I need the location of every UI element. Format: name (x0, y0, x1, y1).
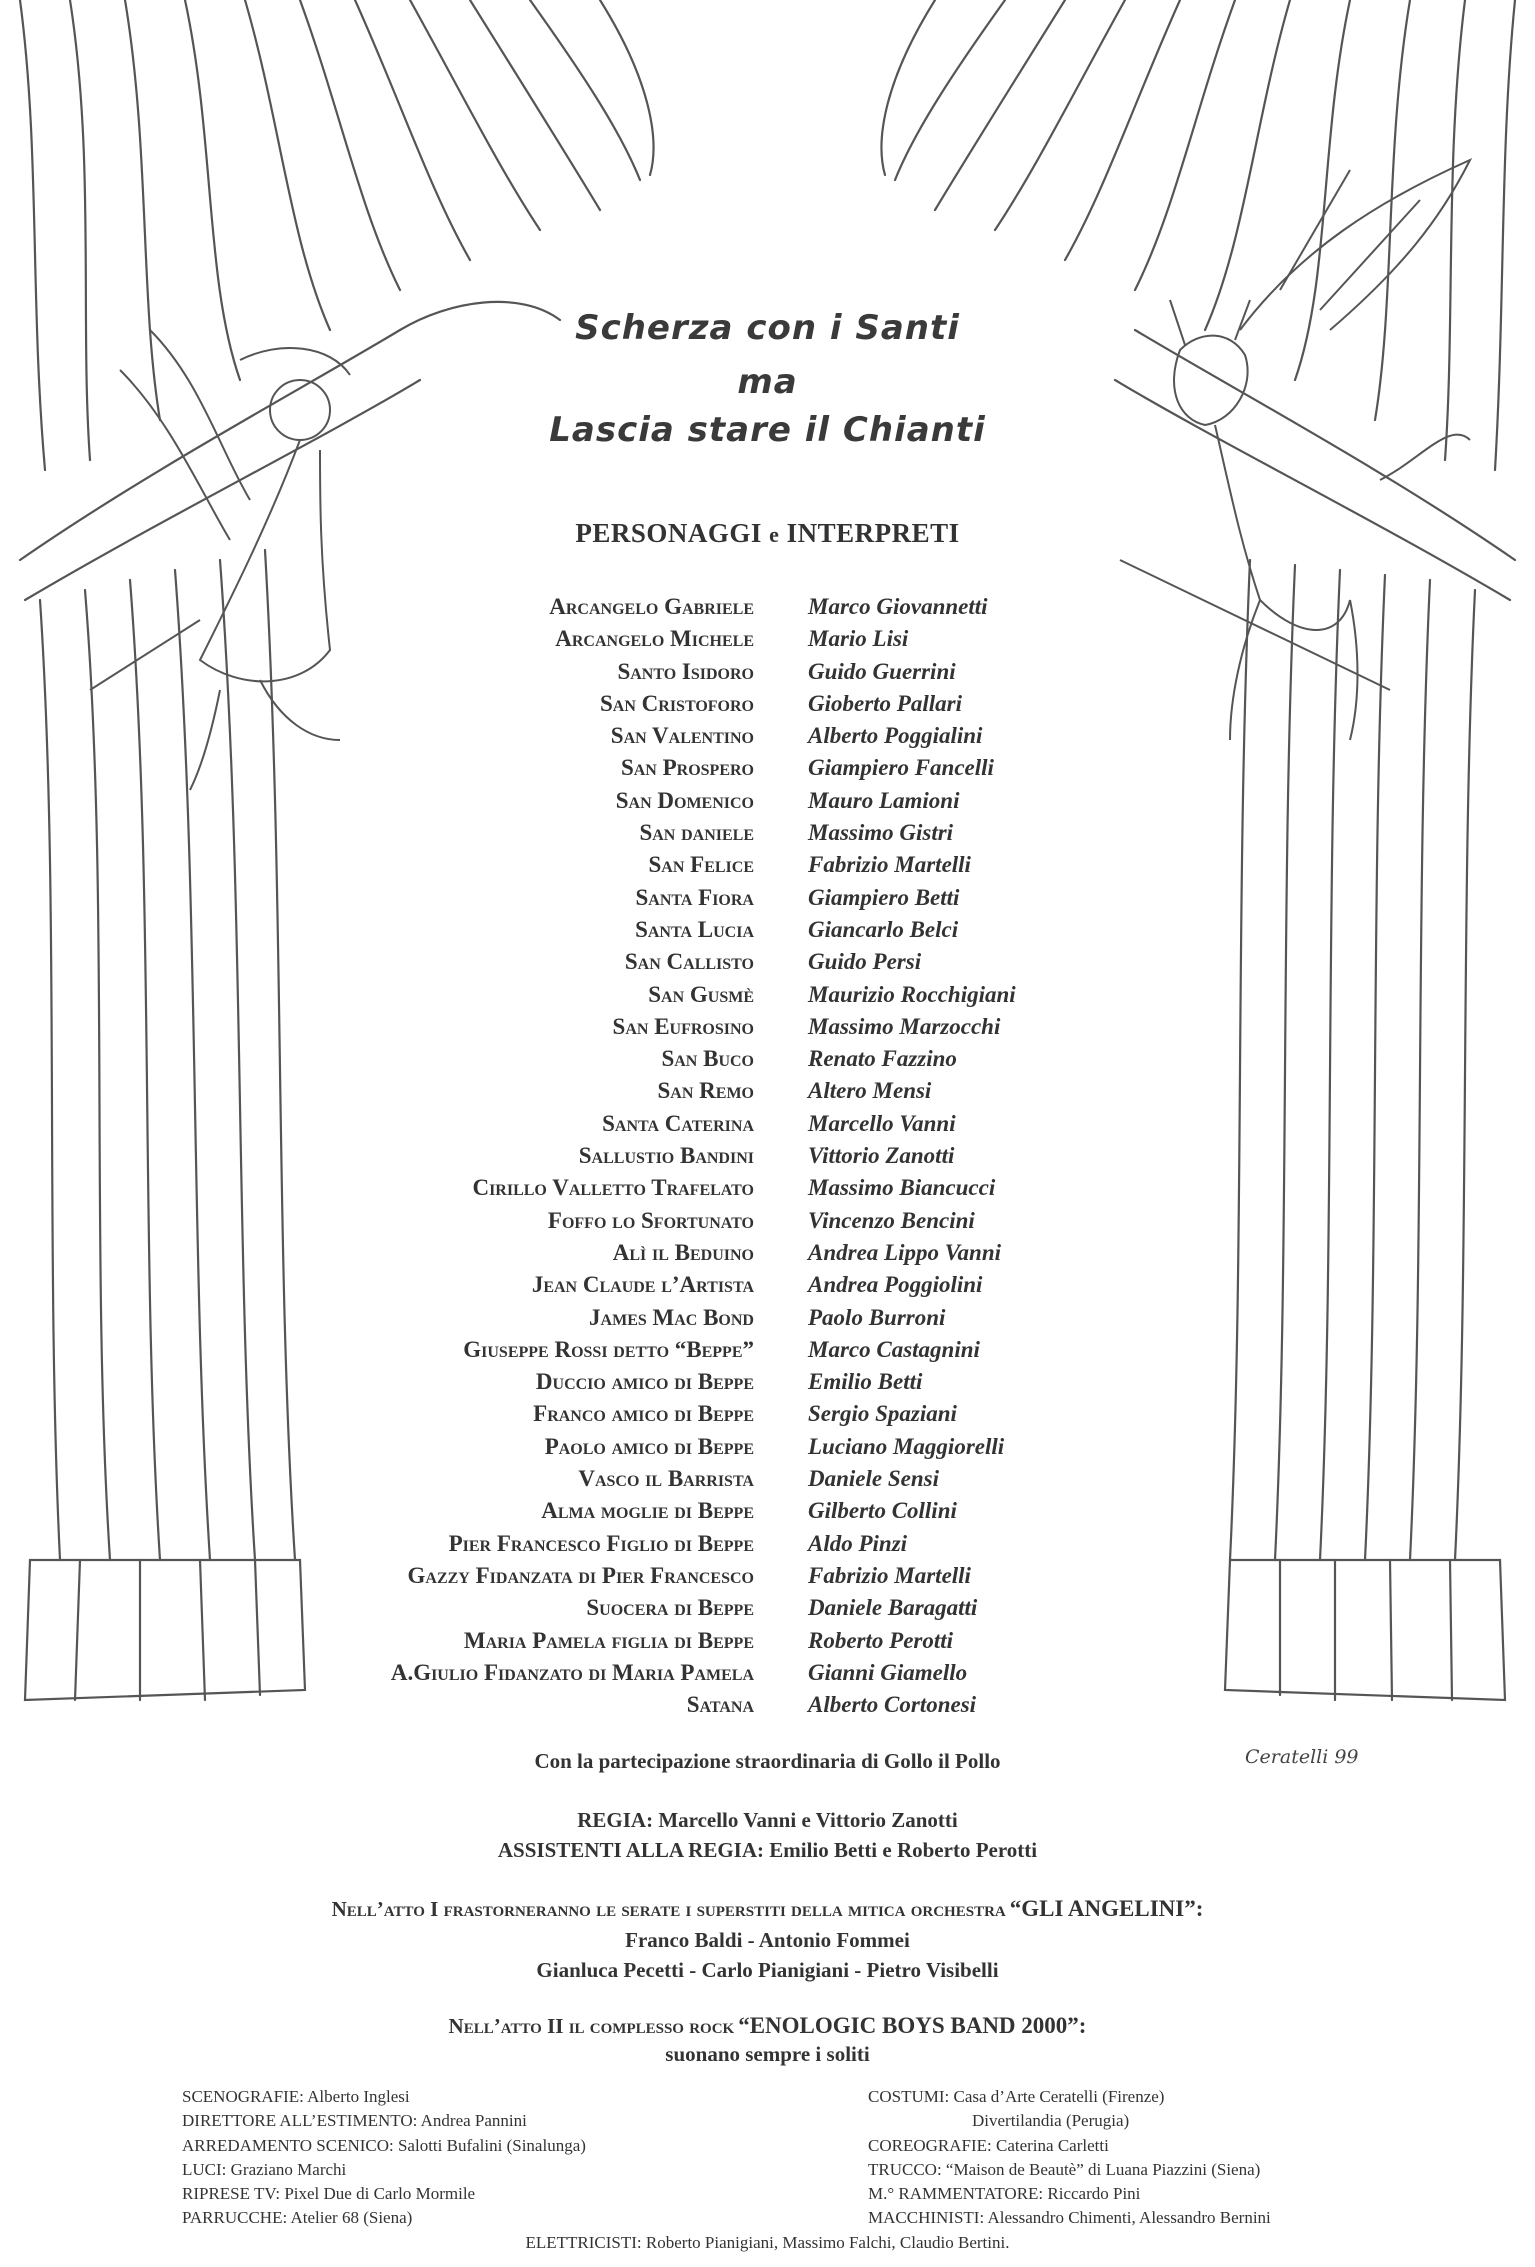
character-name: Alì il Beduino (612, 1239, 754, 1265)
actor-name: Andrea Lippo Vanni (808, 1239, 1001, 1265)
actor-name: Alberto Poggialini (808, 723, 983, 749)
cast-row (0, 626, 1535, 658)
actor-name: Emilio Betti (808, 1369, 923, 1395)
cast-heading (0, 518, 1535, 549)
credit-line: M.° RAMMENTATORE: Riccardo Pini (868, 2184, 1141, 2204)
special-participation: Con la partecipazione straordinaria di Gollo il Pollo (534, 1749, 1001, 1773)
actor-name: Guido Guerrini (808, 658, 956, 684)
character-name: Alma moglie di Beppe (541, 1498, 754, 1524)
character-name: Santa Lucia (635, 916, 754, 942)
act-two-note: suonano sempre i soliti (665, 2042, 870, 2066)
cast-row (0, 1240, 1535, 1272)
character-name: San Cristoforo (600, 690, 754, 716)
actor-name: Giancarlo Belci (808, 916, 959, 942)
character-name: Gazzy Fidanzata di Pier Francesco (407, 1562, 754, 1588)
act-two-band: “ENOLOGIC BOYS BAND 2000”: (738, 2013, 1087, 2038)
actor-name: Vittorio Zanotti (808, 1143, 955, 1169)
cast-row (0, 1208, 1535, 1240)
cast-row (0, 1434, 1535, 1466)
actor-name: Paolo Burroni (808, 1304, 946, 1330)
cast-row (0, 723, 1535, 755)
character-name: Foffo lo Sfortunato (547, 1207, 754, 1233)
character-name: Sallustio Bandini (578, 1143, 754, 1169)
character-name: Vasco il Barrista (578, 1466, 754, 1492)
actor-name: Marco Castagnini (808, 1336, 980, 1362)
character-name: San Domenico (615, 787, 754, 813)
credit-line: ARREDAMENTO SCENICO: Salotti Bufalini (Sinalunga) (182, 2135, 586, 2155)
cast-row (0, 1014, 1535, 1046)
cast-heading-mid: e (769, 522, 780, 547)
character-name: Franco amico di Beppe (533, 1401, 754, 1427)
actor-name: Guido Persi (808, 949, 922, 975)
act-two-intro (0, 2013, 1535, 2039)
credit-line: PARRUCCHE: Atelier 68 (Siena) (182, 2208, 413, 2228)
play-title-line-1: Scherza con i Santi (575, 308, 960, 348)
actor-name: Mauro Lamioni (808, 787, 960, 813)
actor-name: Fabrizio Martelli (808, 852, 971, 878)
act-two-text: Nell’atto II il complesso rock (448, 2014, 735, 2038)
actor-name: Aldo Pinzi (808, 1530, 908, 1556)
character-name: Paolo amico di Beppe (544, 1433, 754, 1459)
character-name: Pier Francesco Figlio di Beppe (448, 1530, 754, 1556)
character-name: San Prospero (620, 755, 754, 781)
cast-heading-left: PERSONAGGI (575, 518, 762, 548)
cast-row (0, 1498, 1535, 1530)
credit-line: LUCI: Graziano Marchi (182, 2159, 347, 2179)
artist-signature: Ceratelli 99 (1245, 1746, 1359, 1768)
actor-name: Gioberto Pallari (808, 690, 962, 716)
character-name: Arcangelo Michele (555, 626, 754, 652)
actor-name: Gilberto Collini (808, 1498, 957, 1524)
actor-name: Alberto Cortonesi (808, 1692, 977, 1718)
credit-line: RIPRESE TV: Pixel Due di Carlo Mormile (182, 2184, 476, 2204)
cast-row (0, 1563, 1535, 1595)
character-name: Santa Fiora (635, 884, 754, 910)
credit-line: COREOGRAFIE: Caterina Carletti (868, 2135, 1109, 2155)
act-one-text: Nell’atto I frastorneranno le serate i superstiti della mitica orchestra (331, 1897, 1006, 1921)
cast-row (0, 1531, 1535, 1563)
cast-row (0, 1660, 1535, 1692)
credit-line: TRUCCO: “Maison de Beautè” di Luana Piazzini (Siena) (868, 2159, 1261, 2179)
cast-row (0, 1369, 1535, 1401)
actor-name: Marcello Vanni (808, 1110, 956, 1136)
actor-name: Sergio Spaziani (808, 1401, 957, 1427)
cast-row (0, 1046, 1535, 1078)
actor-name: Altero Mensi (808, 1078, 932, 1104)
character-name: San Callisto (624, 949, 754, 975)
character-name: Arcangelo Gabriele (549, 594, 754, 619)
credit-line: COSTUMI: Casa d’Arte Ceratelli (Firenze) (868, 2087, 1165, 2106)
electricians-credit: ELETTRICISTI: Roberto Pianigiani, Massimo Falchi, Claudio Bertini. (525, 2233, 1010, 2252)
cast-row (0, 982, 1535, 1014)
cast-row (0, 755, 1535, 787)
direction-credit: REGIA: Marcello Vanni e Vittorio Zanotti (577, 1808, 958, 1832)
cast-heading-right: INTERPRETI (786, 518, 960, 548)
character-name: Giuseppe Rossi detto “Beppe” (463, 1336, 754, 1362)
character-name: Jean Claude l’Artista (531, 1272, 754, 1298)
character-name: Maria Pamela figlia di Beppe (463, 1627, 754, 1653)
act-one-band: “GLI ANGELINI”: (1009, 1896, 1204, 1921)
character-name: Duccio amico di Beppe (535, 1369, 754, 1395)
credit-line: SCENOGRAFIE: Alberto Inglesi (182, 2087, 410, 2106)
actor-name: Gianni Giamello (808, 1659, 968, 1685)
credits-left-column (182, 2085, 586, 2231)
actor-name: Fabrizio Martelli (808, 1562, 971, 1588)
cast-row (0, 1143, 1535, 1175)
actor-name: Daniele Baragatti (808, 1595, 978, 1621)
cast-row (0, 1272, 1535, 1304)
cast-row (0, 1337, 1535, 1369)
actor-name: Giampiero Betti (808, 884, 960, 910)
character-name: Santo Isidoro (617, 658, 754, 684)
credit-line: MACCHINISTI: Alessandro Chimenti, Alessandro Bernini (868, 2208, 1271, 2228)
actor-name: Andrea Poggiolini (808, 1272, 983, 1298)
cast-row (0, 788, 1535, 820)
character-name: Satana (686, 1692, 754, 1718)
actor-name: Luciano Maggiorelli (808, 1433, 1005, 1459)
character-name: Santa Caterina (602, 1110, 754, 1136)
credits-right-column (868, 2085, 1271, 2231)
character-name: San Eufrosino (612, 1013, 754, 1039)
cast-row (0, 659, 1535, 691)
cast-row (0, 1628, 1535, 1660)
character-name: James Mac Bond (589, 1304, 754, 1330)
act-one-musicians-1: Franco Baldi - Antonio Fommei (625, 1928, 910, 1952)
cast-row (0, 1401, 1535, 1433)
actor-name: Marco Giovannetti (808, 594, 988, 619)
character-name: A.Giulio Fidanzato di Maria Pamela (390, 1659, 754, 1685)
actor-name: Vincenzo Bencini (808, 1207, 975, 1233)
credit-line: Divertilandia (Perugia) (972, 2111, 1130, 2131)
cast-row (0, 1595, 1535, 1627)
credit-line: DIRETTORE ALL’ESTIMENTO: Andrea Pannini (182, 2111, 527, 2131)
cast-row (0, 820, 1535, 852)
actor-name: Daniele Sensi (808, 1466, 939, 1492)
actor-name: Mario Lisi (808, 626, 909, 652)
cast-row (0, 1175, 1535, 1207)
cast-row (0, 949, 1535, 981)
act-one-musicians-2: Gianluca Pecetti - Carlo Pianigiani - Pietro Visibelli (536, 1958, 999, 1982)
character-name: San Buco (661, 1046, 754, 1072)
actor-name: Maurizio Rocchigiani (808, 981, 1016, 1007)
actor-name: Massimo Marzocchi (808, 1013, 1001, 1039)
play-title-line-3: Lascia stare il Chianti (549, 410, 986, 450)
cast-row (0, 885, 1535, 917)
actor-name: Renato Fazzino (808, 1046, 957, 1072)
actor-name: Massimo Gistri (808, 820, 954, 846)
actor-name: Massimo Biancucci (808, 1175, 996, 1201)
cast-row (0, 594, 1535, 626)
cast-list (0, 594, 1535, 1724)
actor-name: Giampiero Fancelli (808, 755, 994, 781)
cast-row (0, 1305, 1535, 1337)
assistant-direction-credit: ASSISTENTI ALLA REGIA: Emilio Betti e Roberto Perotti (497, 1838, 1038, 1862)
character-name: Suocera di Beppe (586, 1595, 754, 1621)
cast-row (0, 1692, 1535, 1724)
act-one-intro (0, 1896, 1535, 1922)
character-name: San Felice (648, 852, 754, 878)
character-name: San Gusmè (648, 981, 754, 1007)
character-name: San Valentino (610, 723, 754, 749)
play-title-line-2: ma (737, 362, 798, 402)
character-name: Cirillo Valletto Trafelato (472, 1175, 754, 1201)
cast-row (0, 1078, 1535, 1110)
character-name: San daniele (639, 820, 754, 846)
cast-row (0, 691, 1535, 723)
cast-row (0, 1466, 1535, 1498)
actor-name: Roberto Perotti (808, 1627, 954, 1653)
cast-row (0, 917, 1535, 949)
cast-row (0, 852, 1535, 884)
cast-row (0, 1111, 1535, 1143)
character-name: San Remo (657, 1078, 754, 1104)
